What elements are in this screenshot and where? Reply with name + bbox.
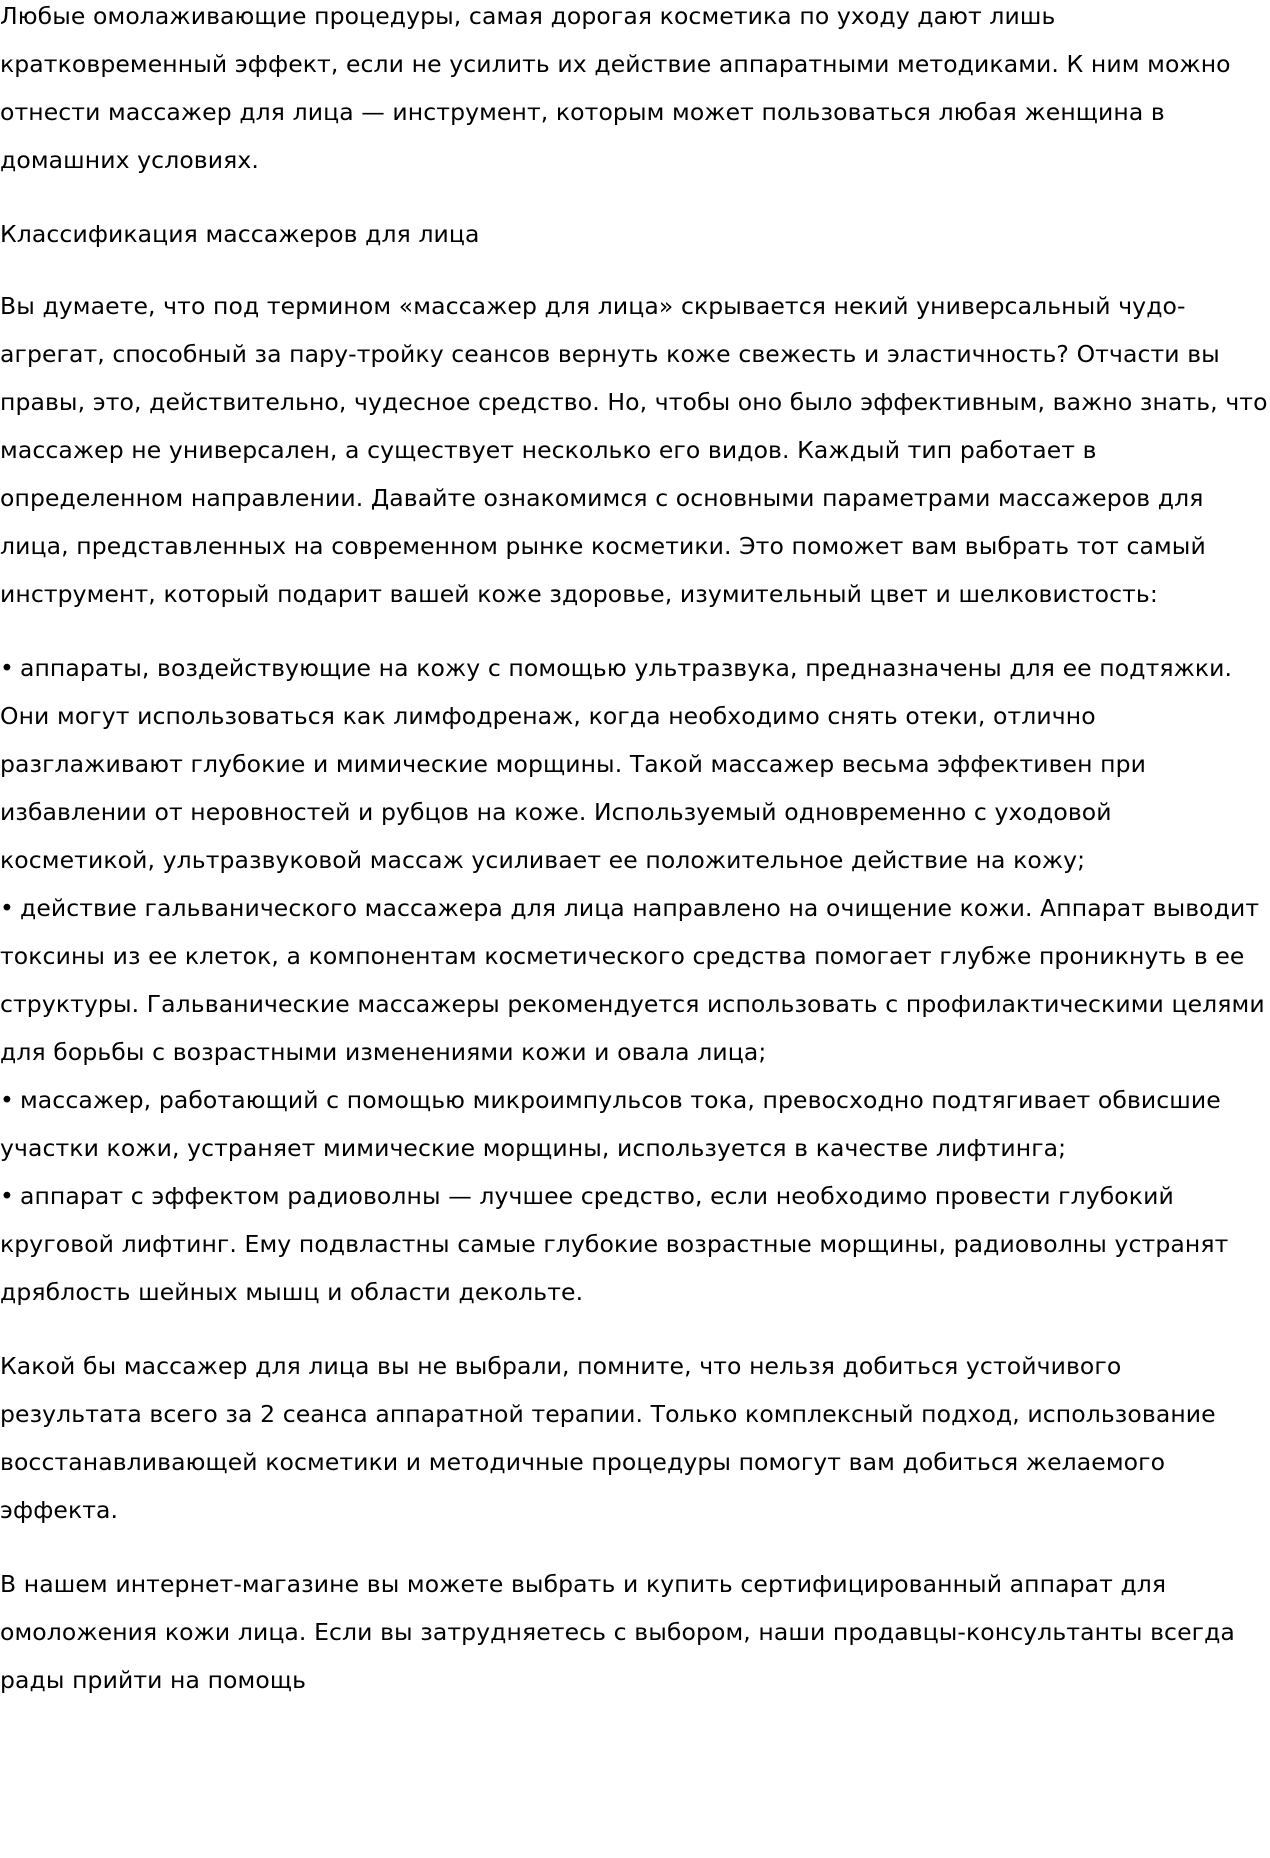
list-item-radiowave <box>0 1172 1270 1316</box>
list-item-microcurrent <box>0 1076 1270 1172</box>
intro-paragraph: Любые омолаживающие процедуры, самая дорогая косметика по уходу дают лишь кратковременный эффект, если не усилить их действие аппаратными методиками. К ним можно отнести массажер для лица — инструмент, которым может пользоваться любая женщина в домашних условиях. <box>0 2 1231 174</box>
list-item-text: аппараты, воздействующие на кожу с помощью ультразвука, предназначены для ее подтяжки. Они могут использоваться как лимфодренаж, когда необходимо снять отеки, отлично разглаживают глубокие и мимические морщины. Такой массажер весьма эффективен при избавлении от неровностей и рубцов на коже. Используемый одновременно с уходовой косметикой, ультразвуковой массаж усиливает ее положительное действие на кожу; <box>0 654 1233 874</box>
list-item-ultrasound <box>0 644 1270 884</box>
bullet-icon: • <box>0 1182 14 1210</box>
massager-types-list <box>0 644 1270 1316</box>
list-item-text: действие гальванического массажера для лица направлено на очищение кожи. Аппарат выводит токсины из ее клеток, а компонентам косметического средства помогает глубже проникнуть в ее структуры. Гальванические массажеры рекомендуется использовать с профилактическими целями для борьбы с возрастными изменениями кожи и овала лица; <box>0 894 1265 1066</box>
bullet-icon: • <box>0 894 14 922</box>
section-heading: Классификация массажеров для лица <box>0 220 480 248</box>
bullet-icon: • <box>0 1086 14 1114</box>
bullet-icon: • <box>0 654 14 682</box>
shop-paragraph: В нашем интернет-магазине вы можете выбрать и купить сертифицированный аппарат для омоложения кожи лица. Если вы затрудняетесь с выбором, наши продавцы-консультанты всегда рады прийти на помощь <box>0 1570 1235 1694</box>
list-item-text: массажер, работающий с помощью микроимпульсов тока, превосходно подтягивает обвисшие участки кожи, устраняет мимические морщины, используется в качестве лифтинга; <box>0 1086 1221 1162</box>
list-item-text: аппарат с эффектом радиоволны — лучшее средство, если необходимо провести глубокий круговой лифтинг. Ему подвластны самые глубокие возрастные морщины, радиоволны устранят дряблость шейных мышц и области декольте. <box>0 1182 1229 1306</box>
advice-paragraph: Какой бы массажер для лица вы не выбрали, помните, что нельзя добиться устойчивого результата всего за 2 сеанса аппаратной терапии. Только комплексный подход, использование восстанавливающей косметики и методичные процедуры помогут вам добиться желаемого эффекта. <box>0 1352 1216 1524</box>
list-item-galvanic <box>0 884 1270 1076</box>
types-paragraph: Вы думаете, что под термином «массажер для лица» скрывается некий универсальный чудо-агрегат, способный за пару-тройку сеансов вернуть коже свежесть и эластичность? Отчасти вы правы, это, действительно, чудесное средство. Но, чтобы оно было эффективным, важно знать, что массажер не универсален, а существует несколько его видов. Каждый тип работает в определенном направлении. Давайте ознакомимся с основными параметрами массажеров для лица, представленных на современном рынке косметики. Это поможет вам выбрать тот самый инструмент, который подарит вашей коже здоровье, изумительный цвет и шелковистость: <box>0 292 1268 608</box>
